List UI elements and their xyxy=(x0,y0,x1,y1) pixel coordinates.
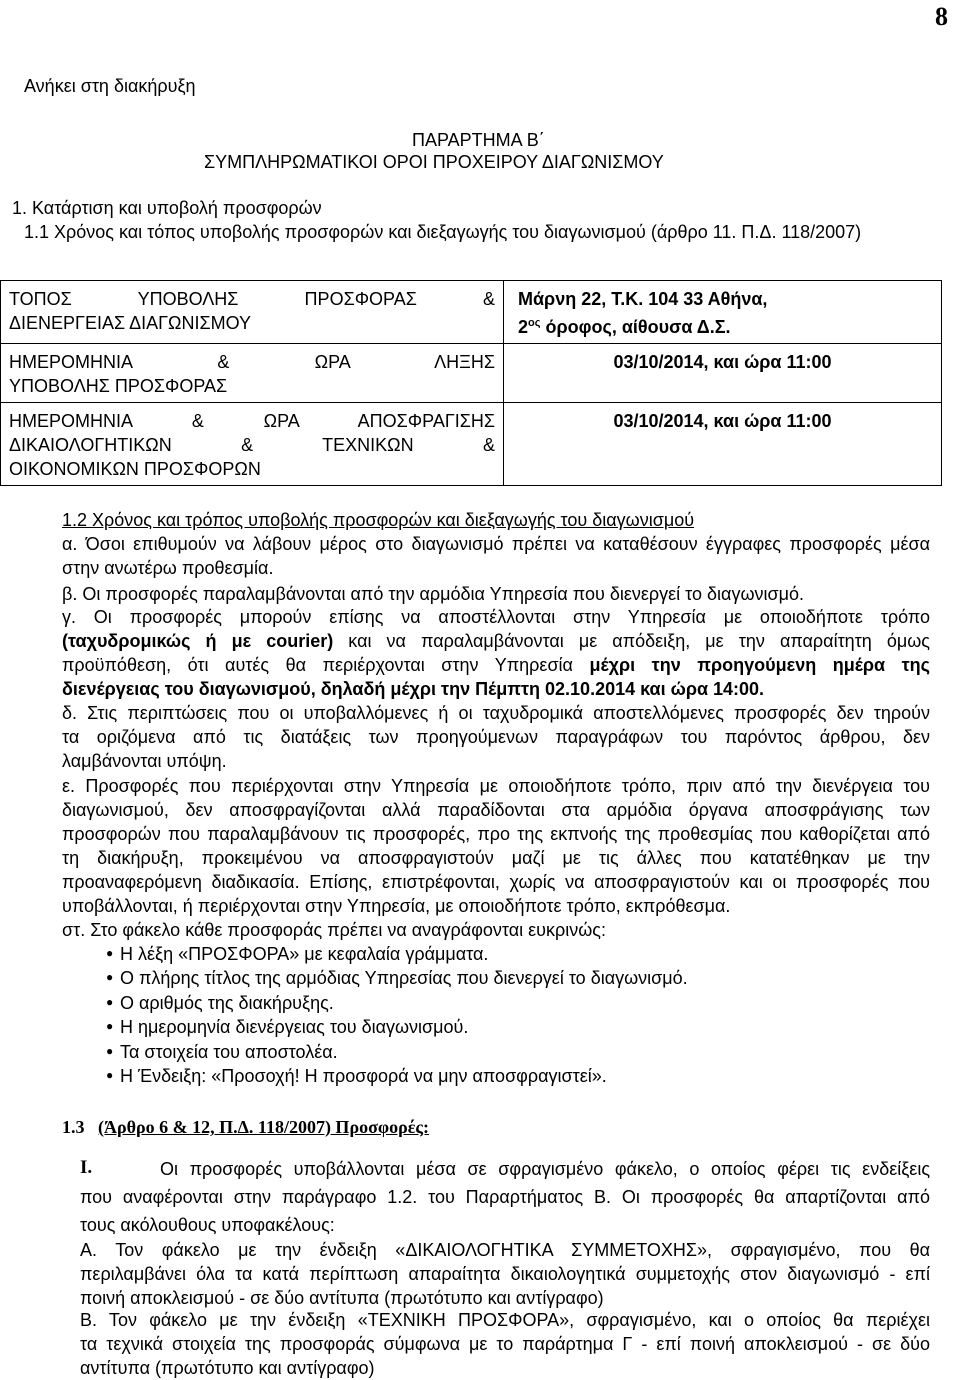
paragraph-line: στην ανωτέρω προθεσμία. xyxy=(62,558,274,578)
paragraph-line: Οι προσφορές υποβάλλονται μέσα σε σφραγισμένο φάκελο, ο οποίος φέρει τις ενδείξεις xyxy=(160,1159,930,1179)
annex-title: ΠΑΡΑΡΤΗΜΑ Β΄ xyxy=(412,130,545,150)
submission-info-table xyxy=(0,280,942,479)
deadline-emphasis: μέχρι την προηγούμενη ημέρα της xyxy=(589,655,930,675)
section-1-heading: 1. Κατάρτιση και υποβολή προσφορών xyxy=(12,198,322,218)
submission-deadline: 03/10/2014, και ώρα 11:00 xyxy=(613,352,832,372)
list-item: ● Η λέξη «ΠΡΟΣΦΟΡΑ» με κεφαλαία γράμματα. xyxy=(120,942,488,966)
paragraph-line: διαγωνισμού, δεν αποσφραγίζονται αλλά παραδίδονται στα αρμόδια όργανα αποσφράγισης των xyxy=(62,800,930,820)
paragraph-line: τα οριζόμενα από τις διατάξεις των προηγούμενων παραγράφων του παρόντος άρθρου, δεν xyxy=(62,727,930,747)
section-1-2-heading: 1.2 Χρόνος και τρόπος υποβολής προσφορών και διεξαγωγής του διαγωνισμού xyxy=(62,510,695,530)
table-label-line: ΗΜΕΡΟΜΗΝΙΑ & ΩΡΑ ΛΗΞΗΣ xyxy=(9,352,495,372)
paragraph-line: αντίτυπα (πρωτότυπο και αντίγραφο) xyxy=(80,1358,375,1378)
venue-floor xyxy=(518,311,933,339)
table-cell-label xyxy=(1,281,504,344)
paragraph-line: γ. Οι προσφορές μπορούν επίσης να αποστέλλονται στην Υπηρεσία με οποιοδήποτε τρόπο xyxy=(62,607,930,627)
paragraph-line: ε. Προσφορές που περιέρχονται στην Υπηρεσία με οποιοδήποτε τρόπο, πριν από την διενέργεια του xyxy=(62,776,930,796)
paragraph-b: β. Οι προσφορές παραλαμβάνονται από την αρμόδια Υπηρεσία που διενεργεί το διαγωνισμό. xyxy=(62,584,804,604)
floor-room: όροφος, αίθουσα Δ.Σ. xyxy=(540,317,731,337)
paragraph-text: προϋπόθεση, ότι αυτές θα περιέρχονται στην Υπηρεσία xyxy=(62,655,590,675)
table-label-line: ΔΙΕΝΕΡΓΕΙΑΣ ΔΙΑΓΩΝΙΣΜΟΥ xyxy=(9,313,252,333)
paragraph-line: ποινή αποκλεισμού - σε δύο αντίτυπα (πρωτότυπο και αντίγραφο) xyxy=(80,1288,604,1308)
paragraph-line: περιλαμβάνει όλα τα κατά περίπτωση απαραίτητα δικαιολογητικά συμμετοχής στον διαγωνισμό - επί xyxy=(80,1264,930,1284)
list-item: ● Η Ένδειξη: «Προσοχή! Η προσφορά να μην αποσφραγιστεί». xyxy=(120,1064,607,1088)
table-label-line: ΤΟΠΟΣ ΥΠΟΒΟΛΗΣ ΠΡΟΣΦΟΡΑΣ & xyxy=(9,289,495,309)
paragraph-line: που αναφέρονται στην παράγραφο 1.2. του Παραρτήματος Β. Οι προσφορές θα απαρτίζονται από xyxy=(80,1187,930,1207)
table-cell-value xyxy=(504,281,942,344)
table-label-line: ΟΙΚΟΝΟΜΙΚΩΝ ΠΡΟΣΦΟΡΩΝ xyxy=(9,459,261,479)
roman-numeral-i: Ι. xyxy=(80,1157,93,1178)
paragraph-st: στ. Στο φάκελο κάθε προσφοράς πρέπει να αναγράφονται ευκρινώς: xyxy=(62,920,606,940)
paragraph-line: τη διακήρυξη, προκειμένου να αποσφραγιστούν μαζί με τις άλλες που κατατέθηκαν με την xyxy=(62,848,930,868)
paragraph-i xyxy=(80,1157,930,1237)
paragraph-g xyxy=(62,605,930,701)
paragraph-B xyxy=(80,1308,930,1380)
venue-address: Μάρνη 22, Τ.Κ. 104 33 Αθήνα, xyxy=(518,289,768,309)
table-cell-value xyxy=(504,344,942,403)
floor-ordinal-suffix: ος xyxy=(528,317,541,329)
paragraph-line: προαναφερόμενη διαδικασία. Επίσης, επιστρέφονται, χωρίς να αποσφραγιστούν και οι προσφορές που xyxy=(62,872,930,892)
section-1-3-number: 1.3 xyxy=(62,1117,85,1137)
paragraph-line: υποβάλλονται, ή περιέρχονται στην Υπηρεσία, με οποιοδήποτε τρόπο, εκπρόθεσμα. xyxy=(62,896,731,916)
table-label-line: ΥΠΟΒΟΛΗΣ ΠΡΟΣΦΟΡΑΣ xyxy=(9,376,228,396)
table-cell-label xyxy=(1,403,504,486)
table-cell-label xyxy=(1,344,504,403)
belongs-to-declaration-line: Ανήκει στη διακήρυξη xyxy=(24,76,196,96)
table-cell-value xyxy=(504,403,942,486)
page-number: 8 xyxy=(935,2,948,31)
paragraph-A xyxy=(80,1238,930,1310)
annex-subtitle: ΣΥΜΠΛΗΡΩΜΑΤΙΚΟΙ ΟΡΟΙ ΠΡΟΧΕΙΡΟΥ ΔΙΑΓΩΝΙΣΜΟΥ xyxy=(204,152,664,172)
paragraph-a xyxy=(62,532,930,580)
table-row xyxy=(1,403,942,486)
table-row xyxy=(1,281,942,344)
paragraph-line: λαμβάνονται υπόψη. xyxy=(62,751,227,771)
paragraph-d xyxy=(62,701,930,773)
paragraph-text: και να παραλαμβάνονται με απόδειξη, με την απαραίτητη όμως xyxy=(333,631,930,651)
paragraph-line xyxy=(62,653,930,677)
paragraph-line: προσφορών που παραλαμβάνουν τις προσφορές, προ της εκπνοής της προθεσμίας που καθορίζεται από xyxy=(62,824,930,844)
paragraph-line: δ. Στις περιπτώσεις που οι υποβαλλόμενες ή οι ταχυδρομικά αποστελλόμενες προσφορές δεν τηρούν xyxy=(62,703,930,723)
paragraph-line: Β. Τον φάκελο με την ένδειξη «ΤΕΧΝΙΚΗ ΠΡΟΣΦΟΡΑ», σφραγισμένο, και ο οποίος θα περιέχει xyxy=(80,1310,930,1330)
paragraph-line: τους ακόλουθους υποφακέλους: xyxy=(80,1215,335,1235)
floor-number: 2 xyxy=(518,317,529,337)
table-row xyxy=(1,344,942,403)
list-item: ● Τα στοιχεία του αποστολέα. xyxy=(120,1040,338,1064)
paragraph-line: τα τεχνικά στοιχεία της προσφοράς σύμφωνα με το παράρτημα Γ - επί ποινή αποκλεισμού - σε δύο xyxy=(80,1334,930,1354)
list-item: ● Ο αριθμός της διακήρυξης. xyxy=(120,991,334,1015)
paragraph-line: Α. Τον φάκελο με την ένδειξη «ΔΙΚΑΙΟΛΟΓΗΤΙΚΑ ΣΥΜΜΕΤΟΧΗΣ», σφραγισμένο, που θα xyxy=(80,1240,930,1260)
section-1-3-heading: (Άρθρο 6 & 12, Π.Δ. 118/2007) Προσφορές: xyxy=(98,1117,430,1137)
opening-datetime: 03/10/2014, και ώρα 11:00 xyxy=(613,411,832,431)
list-item: ● Η ημερομηνία διενέργειας του διαγωνισμού. xyxy=(120,1015,468,1039)
paragraph-e xyxy=(62,774,930,918)
table-label-line: ΔΙΚΑΙΟΛΟΓΗΤΙΚΩΝ & ΤΕΧΝΙΚΩΝ & xyxy=(9,435,495,455)
mail-deadline: διενέργειας του διαγωνισμού, δηλαδή μέχρι την Πέμπτη 02.10.2014 και ώρα 14:00. xyxy=(62,679,765,699)
section-1-1-heading: 1.1 Χρόνος και τόπος υποβολής προσφορών και διεξαγωγής του διαγωνισμού (άρθρο 11. Π.Δ. 118/2007) xyxy=(24,222,862,242)
paragraph-line xyxy=(62,629,930,653)
table-label-line: ΗΜΕΡΟΜΗΝΙΑ & ΩΡΑ ΑΠΟΣΦΡΑΓΙΣΗΣ xyxy=(9,411,495,431)
list-item: ● Ο πλήρης τίτλος της αρμόδιας Υπηρεσίας που διενεργεί το διαγωνισμό. xyxy=(120,966,688,990)
paragraph-line: α. Όσοι επιθυμούν να λάβουν μέρος στο διαγωνισμό πρέπει να καταθέσουν έγγραφες προσφορές μέσα xyxy=(62,534,930,554)
delivery-methods: (ταχυδρομικώς ή με courier) xyxy=(62,631,334,651)
